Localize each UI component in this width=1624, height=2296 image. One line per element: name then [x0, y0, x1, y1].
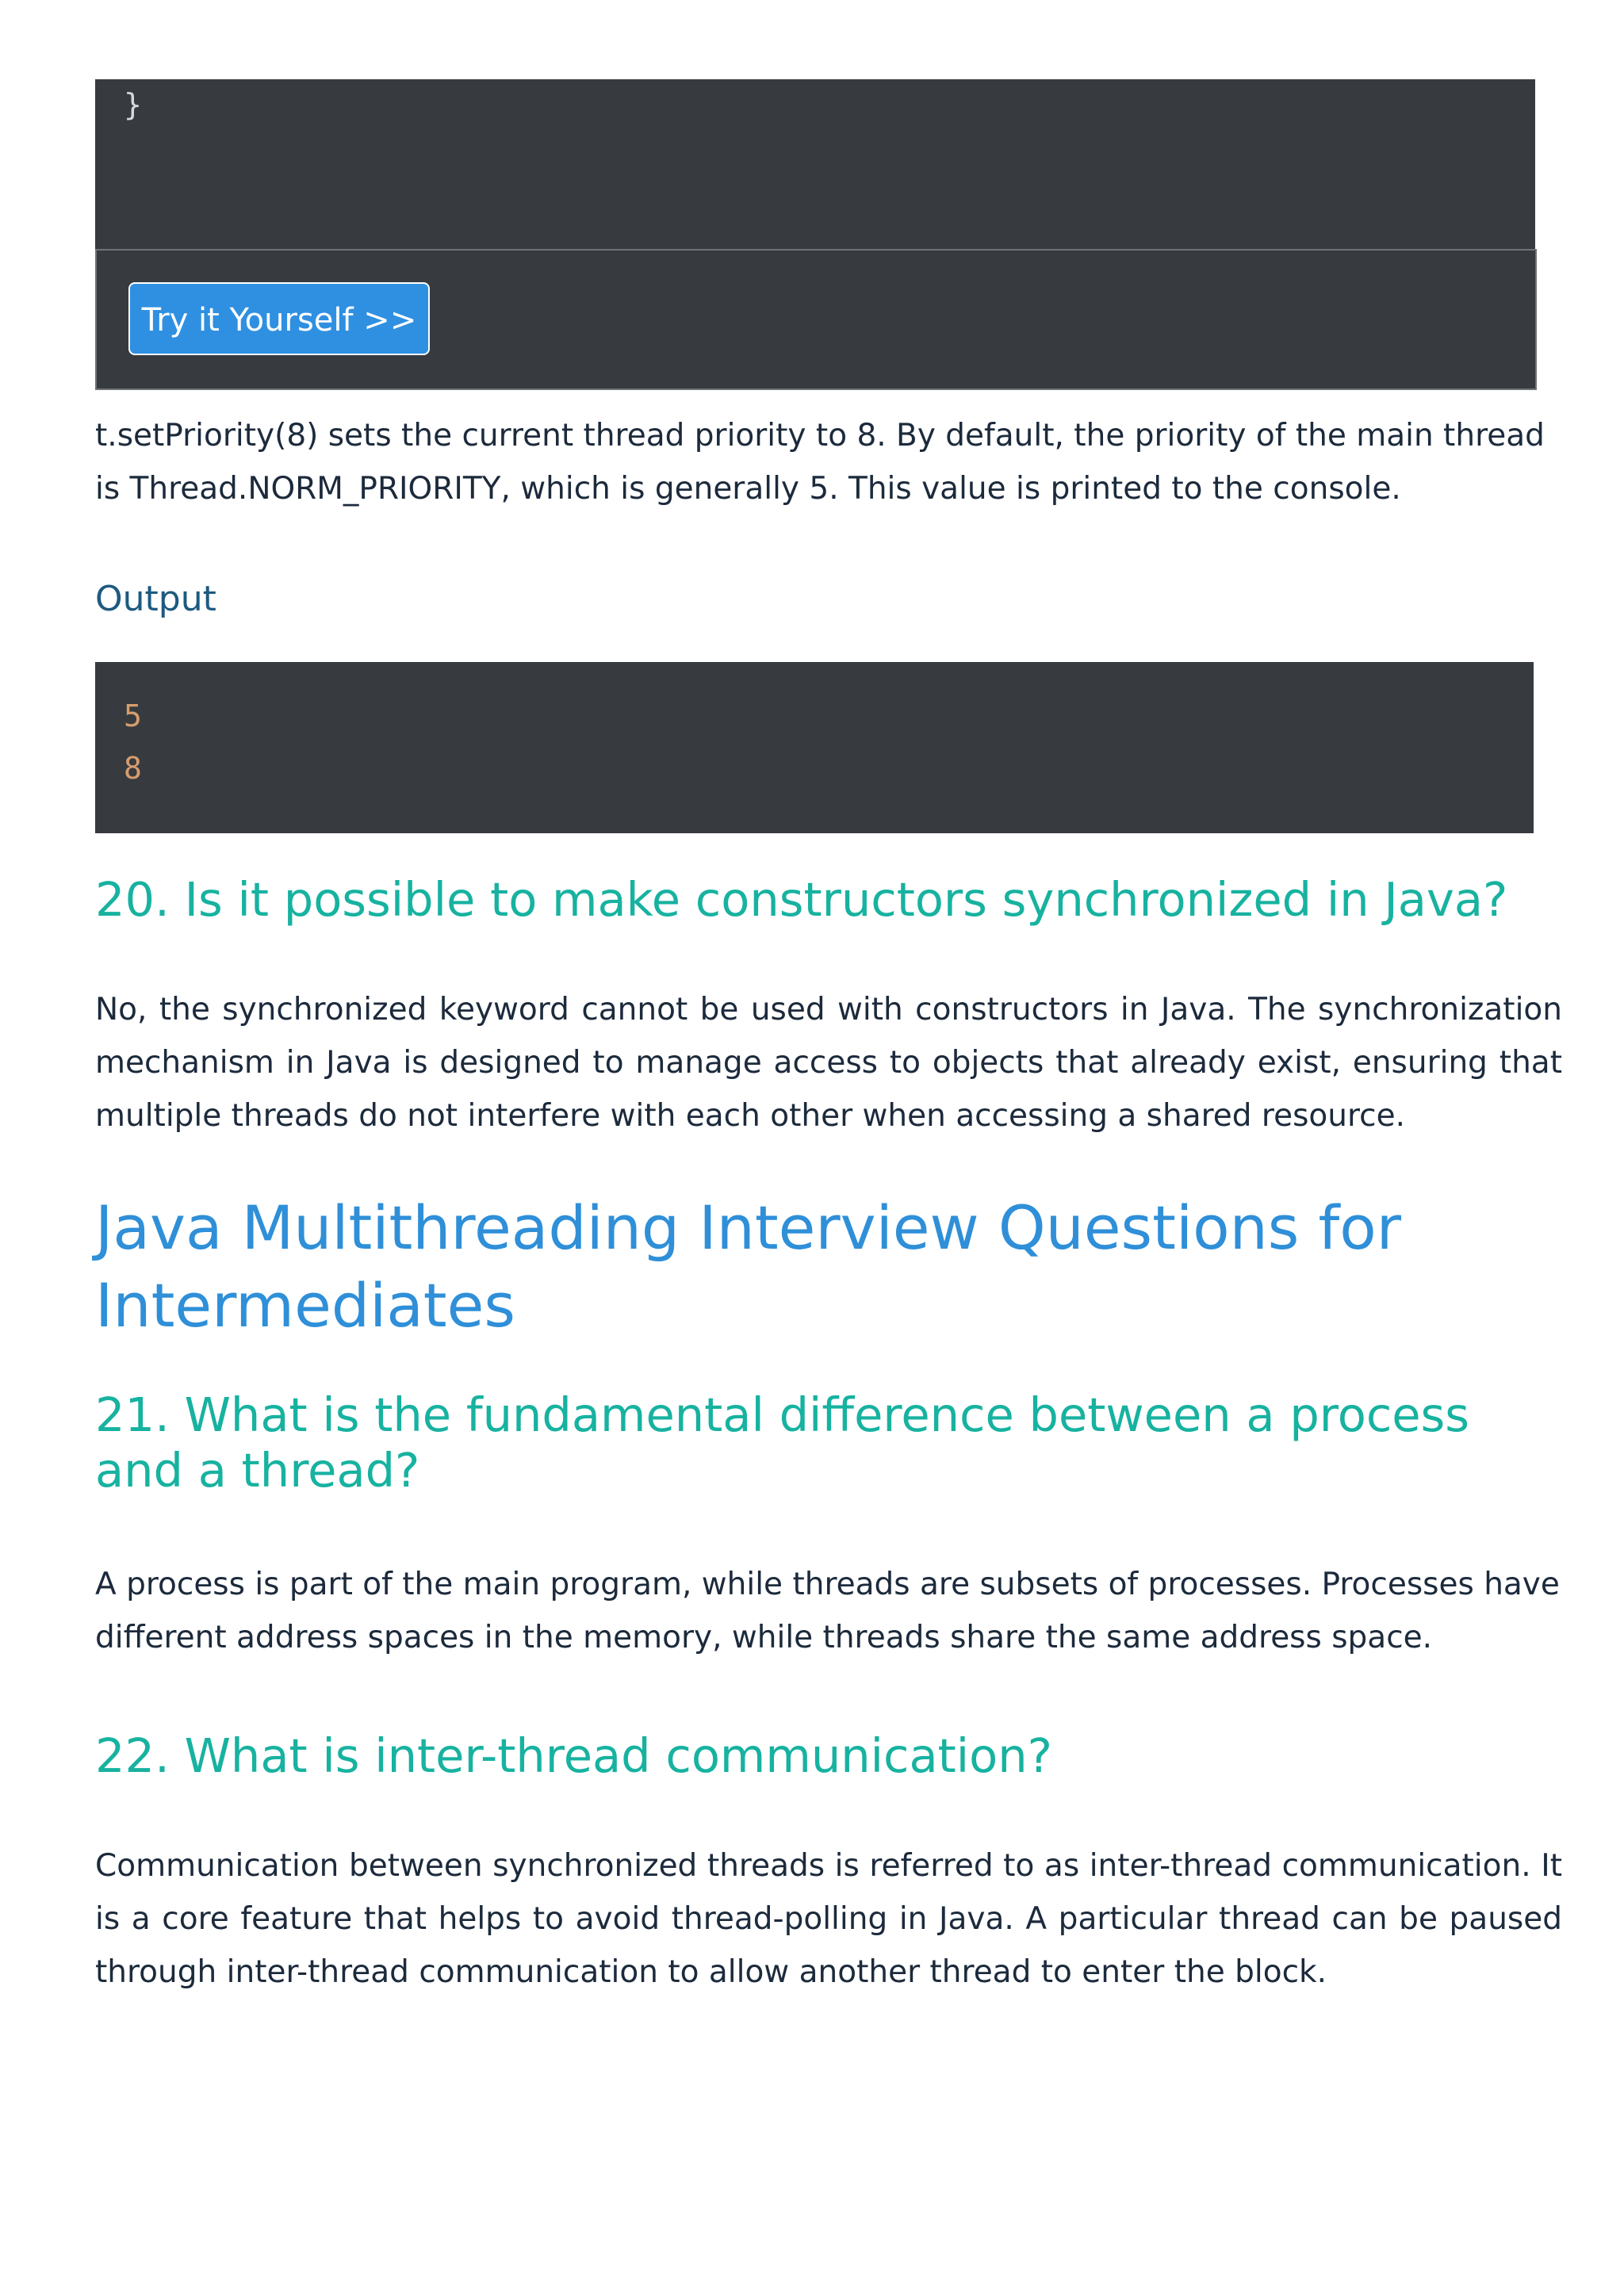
question-21-heading: 21. What is the fundamental difference between a process and a thread?: [95, 1387, 1470, 1498]
question-21-answer: A process is part of the main program, while threads are subsets of processes. Processes have different address spaces in the memory, while threads share the same address space.: [95, 1567, 1560, 1655]
code-closing-brace: }: [124, 87, 142, 122]
output-label: Output: [95, 579, 216, 619]
output-line: 8: [124, 751, 142, 786]
question-20-heading: 20. Is it possible to make constructors synchronized in Java?: [95, 872, 1508, 927]
question-20-answer: No, the synchronized keyword cannot be used with constructors in Java. The synchronization mechanism in Java is designed to manage access to objects that already exist, ensuring that multiple threads do not interfere with each other when accessing a shared resource.: [95, 992, 1562, 1134]
explanation-paragraph: t.setPriority(8) sets the current thread priority to 8. By default, the priority of the main thread is Thread.NORM_PRIORITY, which is generally 5. This value is printed to the console.: [95, 418, 1545, 507]
question-22-answer: Communication between synchronized threads is referred to as inter-thread communication. It is a core feature that helps to avoid thread-polling in Java. A particular thread can be paused through inter-thread communication to allow another thread to enter the block.: [95, 1848, 1562, 1990]
section-heading: Java Multithreading Interview Questions for Intermediates: [95, 1192, 1401, 1341]
question-22-heading: 22. What is inter-thread communication?: [95, 1728, 1052, 1783]
code-block: [95, 79, 1535, 249]
output-line: 5: [124, 698, 142, 733]
try-it-bar: [95, 249, 1537, 390]
output-code-block: [95, 662, 1534, 833]
try-it-yourself-button[interactable]: Try it Yourself >>: [128, 282, 430, 355]
